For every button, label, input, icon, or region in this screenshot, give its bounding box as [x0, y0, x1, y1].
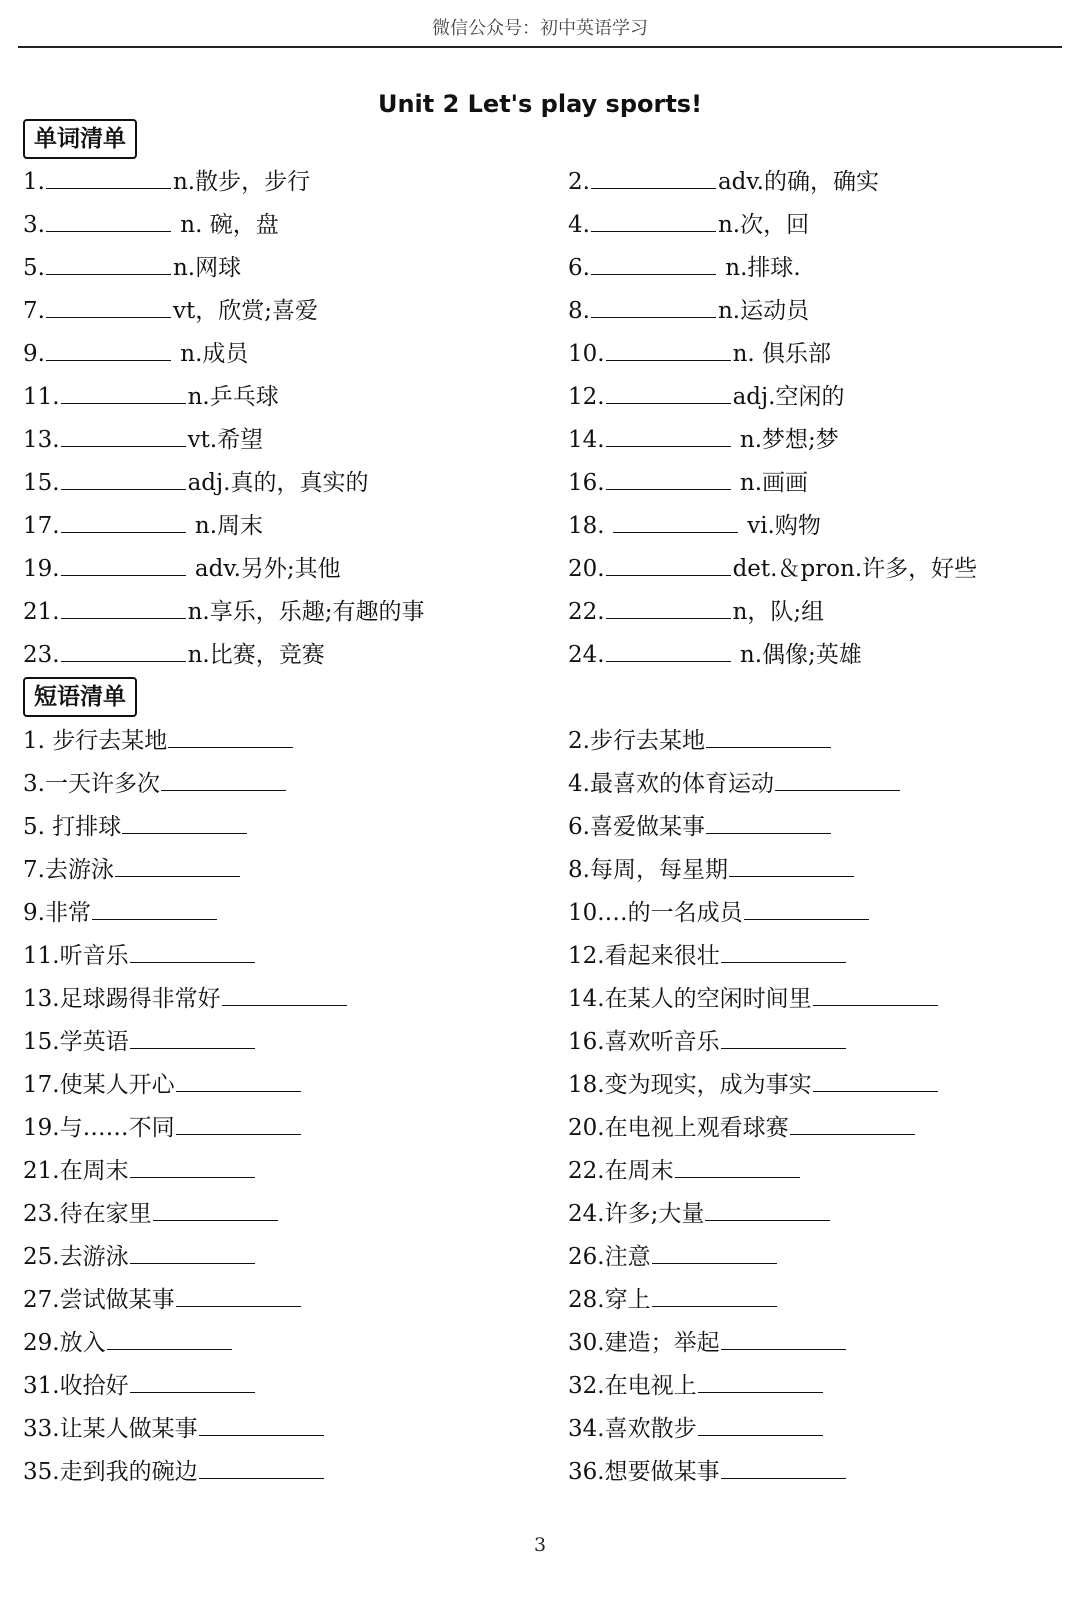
vocabulary-list	[23, 161, 1063, 677]
answer-blank[interactable]	[130, 1024, 255, 1049]
phrase-label: 11.听音乐	[23, 943, 129, 969]
item-number: 7.	[23, 298, 45, 324]
phrase-label: 33.让某人做某事	[23, 1416, 198, 1442]
phrase-item	[23, 1322, 568, 1365]
vocabulary-item	[568, 462, 1063, 505]
phrase-label: 21.在周末	[23, 1158, 129, 1184]
phrase-item	[23, 1451, 568, 1494]
item-meaning: n. 俱乐部	[732, 341, 832, 367]
answer-blank[interactable]	[199, 1454, 324, 1479]
item-meaning: n.偶像;英雄	[732, 642, 862, 668]
answer-blank[interactable]	[744, 895, 869, 920]
item-meaning: n.运动员	[717, 298, 810, 324]
item-meaning: n.画画	[732, 470, 809, 496]
answer-blank[interactable]	[176, 1067, 301, 1092]
vocabulary-item	[23, 548, 568, 591]
phrase-label: 6.喜爱做某事	[568, 814, 705, 840]
vocabulary-item	[23, 634, 568, 677]
vocabulary-item	[23, 161, 568, 204]
item-meaning: n. 碗，盘	[172, 212, 279, 238]
phrase-label: 25.去游泳	[23, 1244, 129, 1270]
phrase-item	[23, 892, 568, 935]
item-number: 8.	[568, 298, 590, 324]
item-meaning: n.散步，步行	[172, 169, 311, 195]
phrase-item	[23, 1365, 568, 1408]
phrase-item	[568, 1150, 1063, 1193]
item-meaning: n.周末	[187, 513, 264, 539]
phrase-label: 28.穿上	[568, 1287, 651, 1313]
vocabulary-item	[568, 419, 1063, 462]
answer-blank[interactable]	[46, 293, 171, 318]
answer-blank[interactable]	[591, 250, 716, 275]
vocabulary-item	[568, 376, 1063, 419]
vocabulary-item	[568, 505, 1063, 548]
item-meaning: adj.空闲的	[732, 384, 845, 410]
item-meaning: n.网球	[172, 255, 242, 281]
answer-blank[interactable]	[115, 852, 240, 877]
answer-blank[interactable]	[153, 1196, 278, 1221]
answer-blank[interactable]	[61, 422, 186, 447]
answer-blank[interactable]	[46, 336, 171, 361]
answer-blank[interactable]	[591, 207, 716, 232]
phrase-item	[568, 720, 1063, 763]
phrase-item	[568, 1193, 1063, 1236]
item-number: 10.	[568, 341, 605, 367]
item-number: 11.	[23, 384, 60, 410]
phrase-item	[23, 1150, 568, 1193]
answer-blank[interactable]	[698, 1368, 823, 1393]
phrase-item	[23, 849, 568, 892]
vocabulary-item	[23, 333, 568, 376]
item-number: 4.	[568, 212, 590, 238]
vocabulary-item	[23, 462, 568, 505]
answer-blank[interactable]	[775, 766, 900, 791]
phrase-label: 20.在电视上观看球赛	[568, 1115, 789, 1141]
answer-blank[interactable]	[591, 164, 716, 189]
item-meaning: n，队;组	[732, 599, 825, 625]
item-number: 21.	[23, 599, 60, 625]
item-meaning: n.次，回	[717, 212, 810, 238]
phrases-list	[23, 720, 1063, 1494]
item-meaning: det.＆pron.许多，好些	[732, 556, 978, 582]
phrase-label: 30.建造；举起	[568, 1330, 720, 1356]
phrase-item	[23, 1236, 568, 1279]
item-meaning: adv.另外;其他	[187, 556, 341, 582]
answer-blank[interactable]	[107, 1325, 232, 1350]
answer-blank[interactable]	[705, 1196, 830, 1221]
phrase-item	[568, 1279, 1063, 1322]
item-meaning: vt，欣赏;喜爱	[172, 298, 318, 324]
item-number: 1.	[23, 169, 45, 195]
answer-blank[interactable]	[61, 637, 186, 662]
phrase-item	[23, 806, 568, 849]
answer-blank[interactable]	[721, 938, 846, 963]
item-number: 2.	[568, 169, 590, 195]
vocabulary-item	[568, 591, 1063, 634]
answer-blank[interactable]	[130, 1368, 255, 1393]
item-meaning: vt.希望	[187, 427, 264, 453]
answer-blank[interactable]	[606, 594, 731, 619]
phrase-label: 31.收拾好	[23, 1373, 129, 1399]
vocabulary-item	[23, 591, 568, 634]
answer-blank[interactable]	[130, 1153, 255, 1178]
phrase-item	[568, 1365, 1063, 1408]
phrase-label: 18.变为现实，成为事实	[568, 1072, 812, 1098]
vocabulary-item	[568, 333, 1063, 376]
answer-blank[interactable]	[61, 379, 186, 404]
item-number: 19.	[23, 556, 60, 582]
item-number: 18.	[568, 513, 612, 539]
phrase-item	[23, 1021, 568, 1064]
page-header	[18, 0, 1062, 48]
phrase-label: 17.使某人开心	[23, 1072, 175, 1098]
phrase-item	[568, 763, 1063, 806]
item-number: 5.	[23, 255, 45, 281]
phrase-label: 2.步行去某地	[568, 728, 705, 754]
answer-blank[interactable]	[706, 809, 831, 834]
phrase-item	[23, 978, 568, 1021]
answer-blank[interactable]	[92, 895, 217, 920]
phrase-item	[23, 1107, 568, 1150]
item-meaning: n.乒乓球	[187, 384, 279, 410]
phrase-label: 3.一天许多次	[23, 771, 160, 797]
answer-blank[interactable]	[606, 336, 731, 361]
answer-blank[interactable]	[721, 1325, 846, 1350]
item-meaning: n.梦想;梦	[732, 427, 839, 453]
answer-blank[interactable]	[222, 981, 347, 1006]
phrase-item	[23, 720, 568, 763]
vocabulary-item	[568, 290, 1063, 333]
answer-blank[interactable]	[168, 723, 293, 748]
phrase-label: 10.…的一名成员	[568, 900, 743, 926]
vocabulary-item	[23, 204, 568, 247]
vocabulary-item	[568, 204, 1063, 247]
answer-blank[interactable]	[199, 1411, 324, 1436]
answer-blank[interactable]	[61, 594, 186, 619]
answer-blank[interactable]	[61, 465, 186, 490]
item-meaning: vi.购物	[739, 513, 821, 539]
vocabulary-item	[23, 505, 568, 548]
answer-blank[interactable]	[652, 1239, 777, 1264]
phrase-label: 26.注意	[568, 1244, 651, 1270]
phrase-item	[23, 1408, 568, 1451]
phrase-item	[568, 849, 1063, 892]
answer-blank[interactable]	[721, 1024, 846, 1049]
answer-blank[interactable]	[706, 723, 831, 748]
phrase-label: 36.想要做某事	[568, 1459, 720, 1485]
answer-blank[interactable]	[606, 551, 731, 576]
phrase-label: 24.许多;大量	[568, 1201, 705, 1227]
vocabulary-item	[23, 290, 568, 333]
answer-blank[interactable]	[675, 1153, 800, 1178]
phrase-label: 32.在电视上	[568, 1373, 697, 1399]
vocabulary-item	[23, 376, 568, 419]
phrase-item	[568, 1236, 1063, 1279]
item-meaning: n.排球.	[717, 255, 801, 281]
answer-blank[interactable]	[652, 1282, 777, 1307]
answer-blank[interactable]	[591, 293, 716, 318]
vocabulary-item	[568, 247, 1063, 290]
phrase-label: 1. 步行去某地	[23, 728, 168, 754]
phrase-item	[568, 1451, 1063, 1494]
item-meaning: adj.真的，真实的	[187, 470, 369, 496]
answer-blank[interactable]	[813, 981, 938, 1006]
answer-blank[interactable]	[176, 1282, 301, 1307]
phrase-label: 13.足球踢得非常好	[23, 986, 221, 1012]
answer-blank[interactable]	[721, 1454, 846, 1479]
item-number: 22.	[568, 599, 605, 625]
phrase-label: 23.待在家里	[23, 1201, 152, 1227]
phrase-label: 35.走到我的碗边	[23, 1459, 198, 1485]
answer-blank[interactable]	[61, 551, 186, 576]
answer-blank[interactable]	[46, 207, 171, 232]
phrase-item	[568, 935, 1063, 978]
phrase-label: 4.最喜欢的体育运动	[568, 771, 774, 797]
header-text: 微信公众号：初中英语学习	[432, 18, 648, 39]
answer-blank[interactable]	[606, 422, 731, 447]
phrase-item	[23, 1193, 568, 1236]
answer-blank[interactable]	[613, 508, 738, 533]
phrase-label: 22.在周末	[568, 1158, 674, 1184]
answer-blank[interactable]	[813, 1067, 938, 1092]
item-number: 9.	[23, 341, 45, 367]
vocabulary-item	[23, 419, 568, 462]
item-meaning: n.享乐，乐趣;有趣的事	[187, 599, 425, 625]
item-meaning: n.成员	[172, 341, 249, 367]
phrase-item	[568, 1322, 1063, 1365]
item-number: 17.	[23, 513, 60, 539]
phrase-label: 27.尝试做某事	[23, 1287, 175, 1313]
phrase-item	[568, 1408, 1063, 1451]
phrase-item	[23, 1064, 568, 1107]
item-number: 6.	[568, 255, 590, 281]
phrase-item	[568, 1021, 1063, 1064]
vocabulary-item	[568, 161, 1063, 204]
answer-blank[interactable]	[161, 766, 286, 791]
answer-blank[interactable]	[130, 938, 255, 963]
phrase-label: 5. 打排球	[23, 814, 122, 840]
item-meaning: adv.的确，确实	[717, 169, 879, 195]
item-number: 13.	[23, 427, 60, 453]
phrase-label: 29.放入	[23, 1330, 106, 1356]
phrase-label: 7.去游泳	[23, 857, 114, 883]
item-meaning: n.比赛，竞赛	[187, 642, 325, 668]
item-number: 3.	[23, 212, 45, 238]
phrase-label: 16.喜欢听音乐	[568, 1029, 720, 1055]
answer-blank[interactable]	[46, 250, 171, 275]
item-number: 23.	[23, 642, 60, 668]
item-number: 15.	[23, 470, 60, 496]
phrases-section-label: 短语清单	[23, 677, 137, 717]
answer-blank[interactable]	[176, 1110, 301, 1135]
vocabulary-item	[23, 247, 568, 290]
phrase-item	[23, 763, 568, 806]
phrase-item	[568, 1064, 1063, 1107]
answer-blank[interactable]	[698, 1411, 823, 1436]
phrase-item	[23, 1279, 568, 1322]
answer-blank[interactable]	[46, 164, 171, 189]
phrase-item	[568, 1107, 1063, 1150]
answer-blank[interactable]	[61, 508, 186, 533]
vocabulary-section-label: 单词清单	[23, 119, 137, 159]
answer-blank[interactable]	[729, 852, 854, 877]
phrase-label: 9.非常	[23, 900, 91, 926]
answer-blank[interactable]	[122, 809, 247, 834]
phrase-item	[568, 978, 1063, 1021]
answer-blank[interactable]	[606, 465, 731, 490]
phrase-label: 34.喜欢散步	[568, 1416, 697, 1442]
page-number: 3	[533, 1534, 547, 1556]
item-number: 20.	[568, 556, 605, 582]
item-number: 12.	[568, 384, 605, 410]
phrase-item	[23, 935, 568, 978]
vocabulary-item	[568, 634, 1063, 677]
phrase-item	[568, 892, 1063, 935]
phrase-label: 12.看起来很壮	[568, 943, 720, 969]
phrase-label: 14.在某人的空闲时间里	[568, 986, 812, 1012]
phrase-item	[568, 806, 1063, 849]
answer-blank[interactable]	[790, 1110, 915, 1135]
answer-blank[interactable]	[130, 1239, 255, 1264]
phrase-label: 15.学英语	[23, 1029, 129, 1055]
answer-blank[interactable]	[606, 379, 731, 404]
page-title: Unit 2 Let's play sports!	[377, 90, 703, 118]
vocabulary-item	[568, 548, 1063, 591]
item-number: 24.	[568, 642, 605, 668]
phrase-label: 19.与……不同	[23, 1115, 175, 1141]
phrase-label: 8.每周，每星期	[568, 857, 728, 883]
answer-blank[interactable]	[606, 637, 731, 662]
item-number: 14.	[568, 427, 605, 453]
item-number: 16.	[568, 470, 605, 496]
